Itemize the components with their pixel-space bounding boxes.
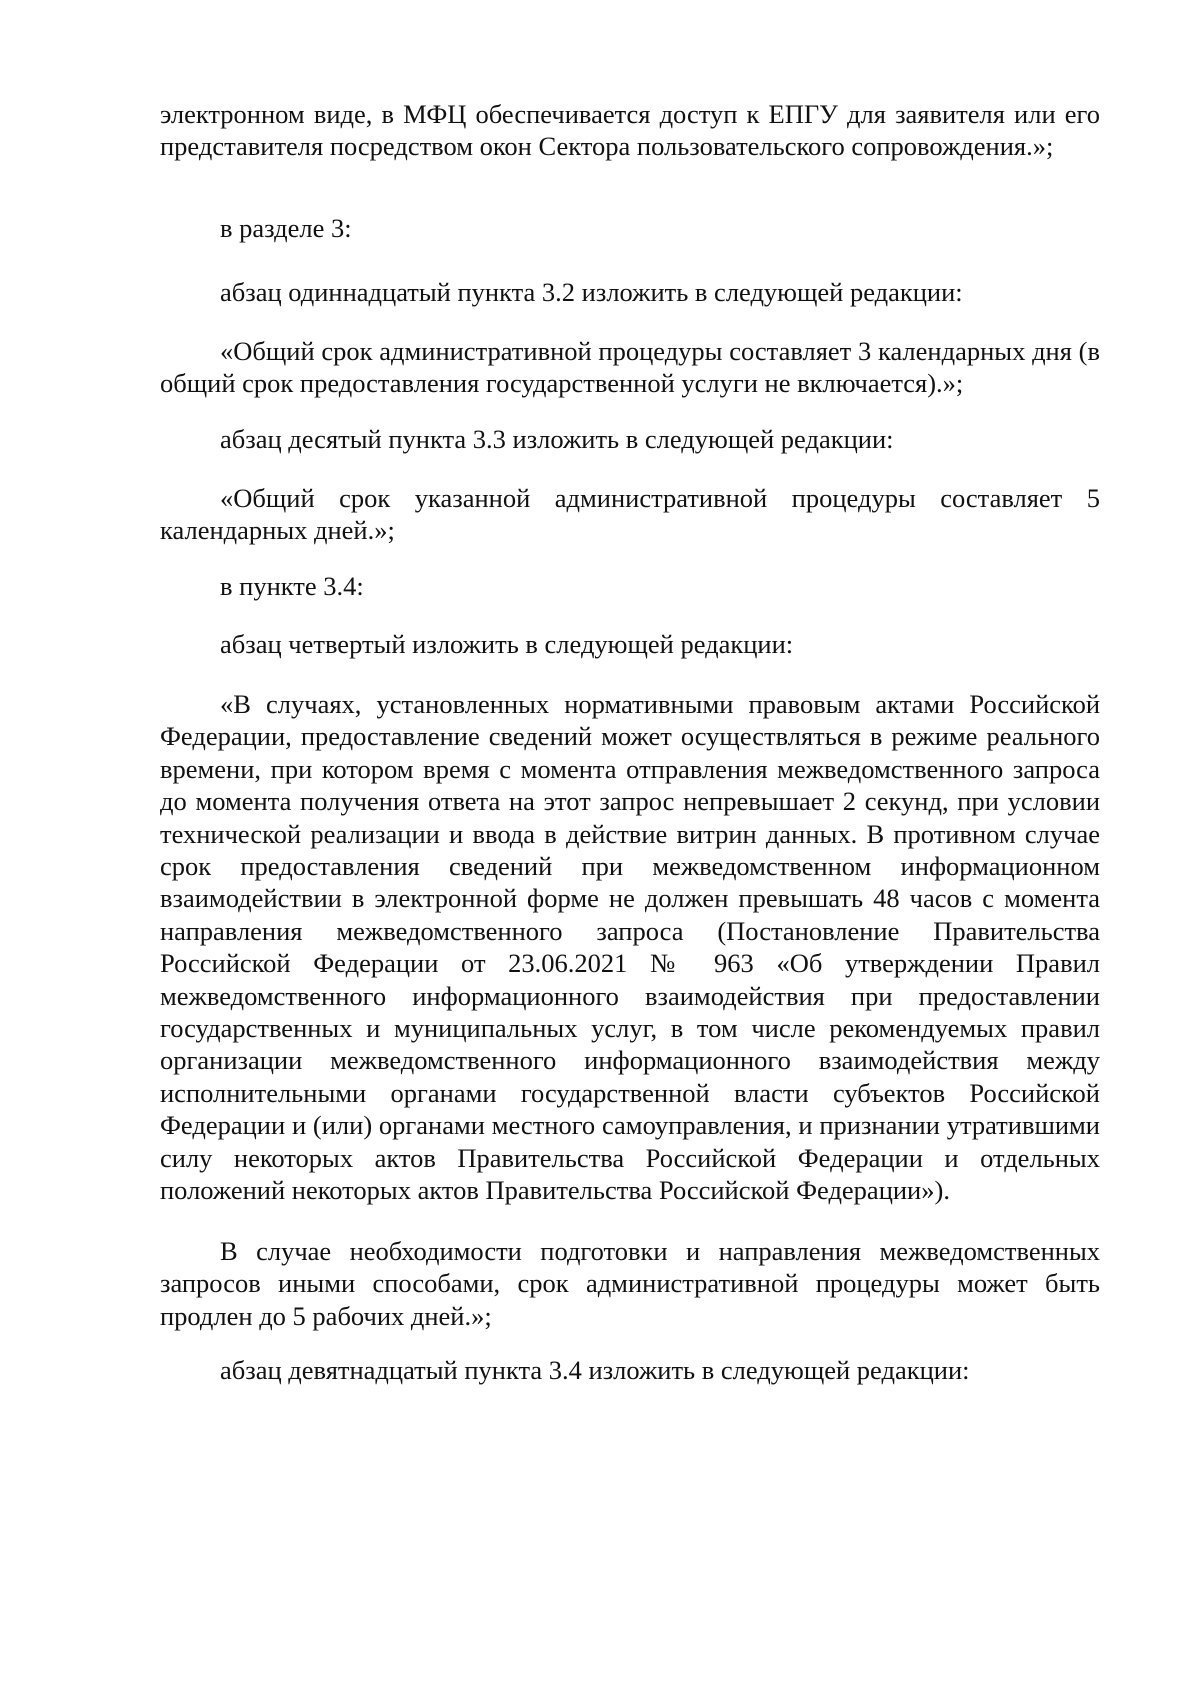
- paragraph-interagency-requests: «В случаях, установленных нормативными правовым актами Российской Федерации, предоставление сведений может осуществляться в режиме реального времени, при котором время с момента отправления межведомственного запроса до момента получения ответа на этот запрос непревышает 2 секунд, при условии технической реализации и ввода в действие витрин данных. В противном случае срок предоставления сведений при межведомственном информационном взаимодействии в электронной форме не должен превышать 48 часов с момента направления межведомственного запроса (Постановление Правительства Российской Федерации от 23.06.2021 № 963 «Об утверждении Правил межведомственного информационного взаимодействия при предоставлении государственных и муниципальных услуг, в том числе рекомендуемых правил организации межведомственного информационного взаимодействия между исполнительными органами государственной власти субъектов Российской Федерации и (или) органами местного самоуправления, и признании утратившими силу некоторых актов Правительства Российской Федерации и отдельных положений некоторых актов Правительства Российской Федерации»).: [160, 689, 1100, 1206]
- paragraph-point-3-2-intro: абзац одиннадцатый пункта 3.2 изложить в следующей редакции:: [220, 277, 963, 307]
- paragraph-mfc-access: электронном виде, в МФЦ обеспечивается доступ к ЕПГУ для заявителя или его представителя посредством окон Сектора пользовательского сопровождения.»;: [160, 99, 1100, 162]
- paragraph-extension-term: В случае необходимости подготовки и направления межведомственных запросов иными способами, срок административной процедуры может быть продлен до 5 рабочих дней.»;: [160, 1236, 1100, 1331]
- paragraph-point-3-4-paragraph-4-intro: абзац четвертый изложить в следующей редакции:: [220, 629, 794, 659]
- paragraph-point-3-2-text: «Общий срок административной процедуры составляет 3 календарных дня (в общий срок предоставления государственной услуги не включается).»;: [160, 336, 1100, 399]
- paragraph-point-3-3-text: «Общий срок указанной административной процедуры составляет 5 календарных дней.»;: [160, 483, 1100, 546]
- paragraph-point-3-4-paragraph-19-intro: абзац девятнадцатый пункта 3.4 изложить в следующей редакции:: [220, 1355, 970, 1385]
- paragraph-point-3-4: в пункте 3.4:: [220, 571, 364, 601]
- paragraph-point-3-3-intro: абзац десятый пункта 3.3 изложить в следующей редакции:: [220, 424, 894, 454]
- paragraph-section-3: в разделе 3:: [220, 213, 352, 243]
